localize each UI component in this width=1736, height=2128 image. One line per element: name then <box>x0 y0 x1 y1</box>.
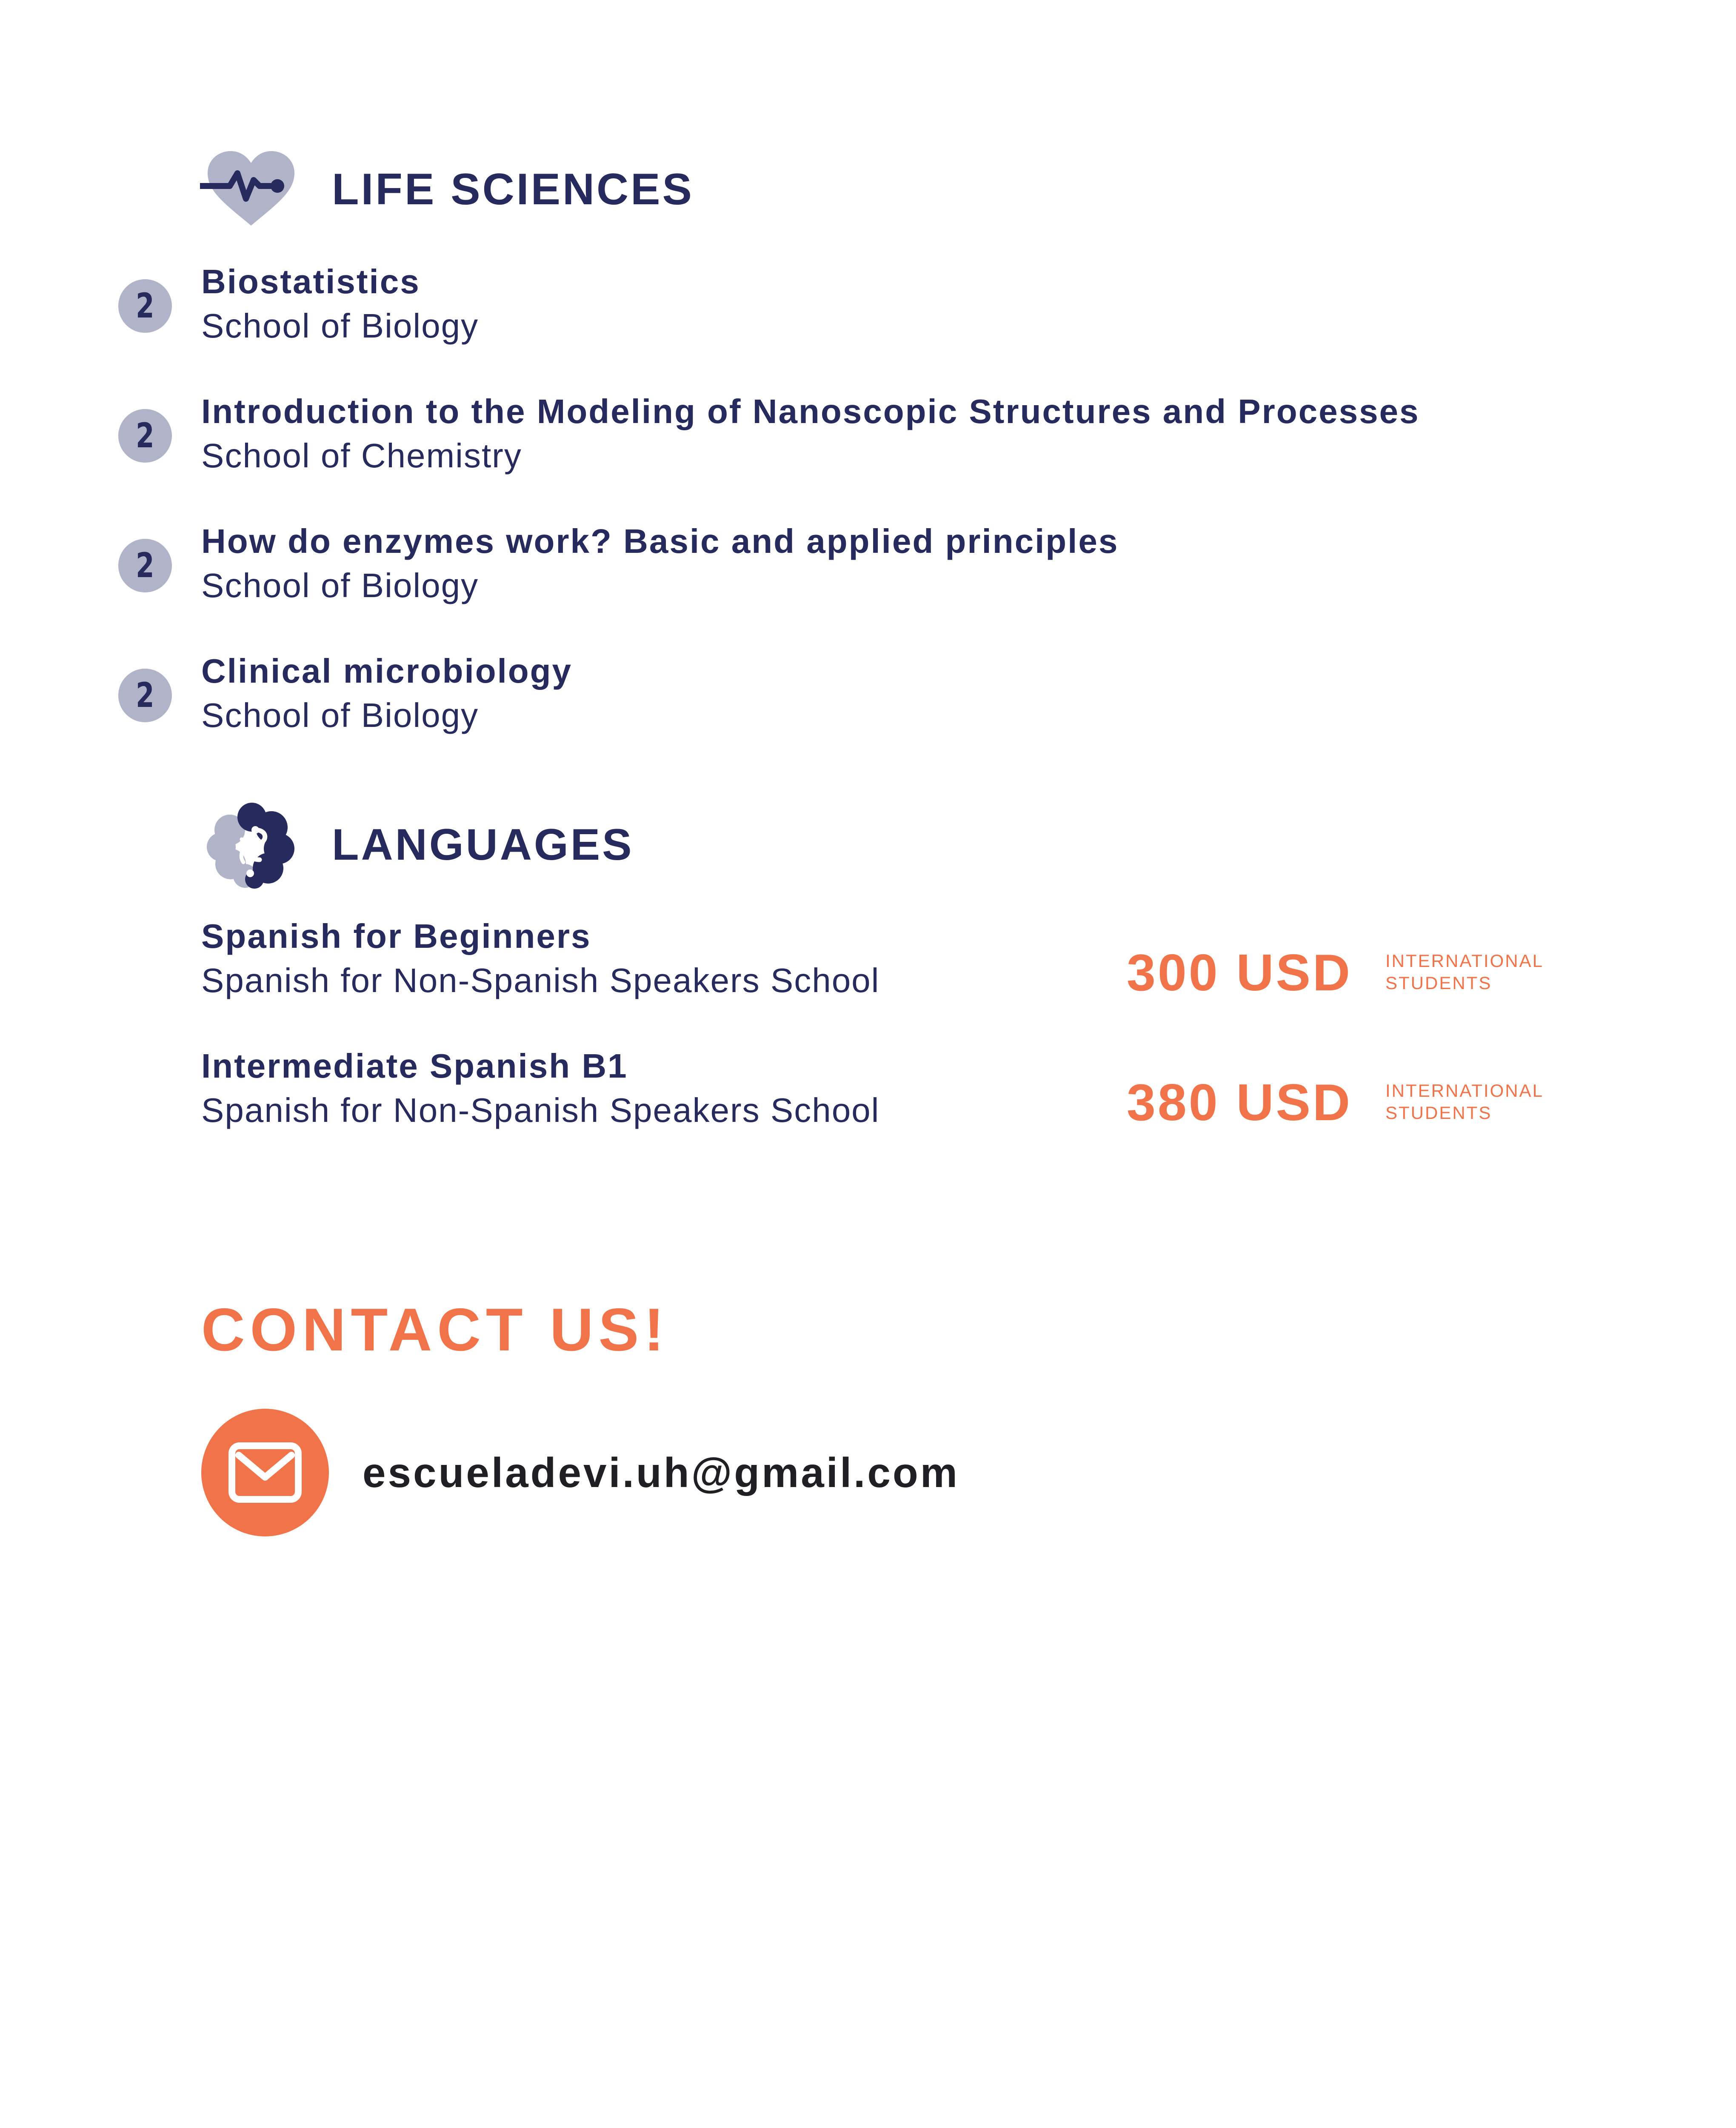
contact-title: CONTACT US! <box>201 1296 669 1364</box>
credit-badge: 2 <box>118 669 172 722</box>
course-name: Introduction to the Modeling of Nanoscopic Structures and Processes <box>201 392 1420 430</box>
course-name: How do enzymes work? Basic and applied principles <box>201 522 1119 560</box>
head-speech-icon <box>200 798 302 892</box>
credit-badge: 2 <box>118 539 172 592</box>
languages-header <box>200 798 634 892</box>
course-name: Spanish for Beginners <box>201 917 591 955</box>
envelope-icon[interactable] <box>201 1409 329 1536</box>
credit-badge: 2 <box>118 409 172 463</box>
course-name: Biostatistics <box>201 263 420 300</box>
email-link[interactable]: escueladevi.uh@gmail.com <box>363 1449 959 1496</box>
price-note: INTERNATIONAL STUDENTS <box>1385 1081 1544 1123</box>
heart-pulse-icon <box>200 143 302 236</box>
list-item <box>201 1045 1648 1130</box>
course-name: Intermediate Spanish B1 <box>201 1047 628 1085</box>
section-title: LANGUAGES <box>332 820 634 870</box>
life-sciences-header <box>200 143 694 236</box>
course-price: 300 USD <box>1127 944 1353 1001</box>
course-price: 380 USD <box>1127 1073 1353 1131</box>
course-school: School of Biology <box>201 307 479 345</box>
section-title: LIFE SCIENCES <box>332 164 694 214</box>
course-school: Spanish for Non-Spanish Speakers School <box>201 961 880 999</box>
list-item <box>118 260 1693 346</box>
list-item <box>118 650 1693 735</box>
course-school: School of Chemistry <box>201 437 522 475</box>
course-school: School of Biology <box>201 696 479 734</box>
course-school: Spanish for Non-Spanish Speakers School <box>201 1091 880 1129</box>
list-item <box>201 915 1648 1000</box>
credit-badge: 2 <box>118 279 172 333</box>
course-school: School of Biology <box>201 566 479 604</box>
price-note: INTERNATIONAL STUDENTS <box>1385 951 1544 993</box>
list-item <box>118 520 1693 605</box>
list-item <box>118 390 1693 475</box>
course-name: Clinical microbiology <box>201 652 573 690</box>
